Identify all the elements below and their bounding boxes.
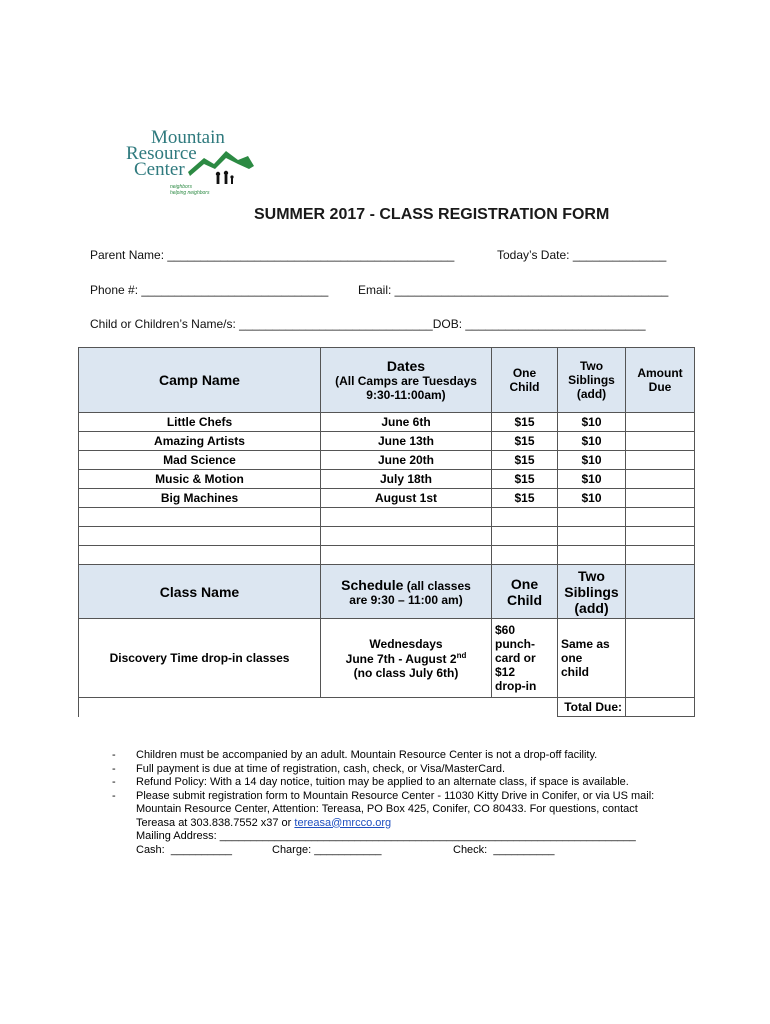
email-field[interactable]: Email: _________________________________________ [358, 283, 669, 297]
email-link[interactable]: tereasa@mrcco.org [294, 816, 392, 829]
class-one-child-header: One Child [492, 565, 558, 619]
two-siblings-price-cell: $10 [558, 489, 626, 508]
table-row [79, 489, 695, 508]
list-item: - Full payment is due at time of registration, cash, check, or Visa/MasterCard. [112, 762, 506, 775]
two-siblings-price-cell: $10 [558, 432, 626, 451]
schedule-header: Schedule (all classes are 9:30 – 11:00 am) [321, 565, 492, 619]
parent-name-field[interactable]: Parent Name: ___________________________________________ [90, 248, 455, 262]
logo-tagline: neighbors helping neighbors [170, 184, 210, 196]
registration-table [78, 347, 695, 717]
check-field[interactable]: Check: __________ [453, 843, 555, 856]
list-item: - Please submit registration form to Mountain Resource Center - 11030 Kitty Drive in Conifer, or via US mail: [112, 789, 655, 802]
logo-line-1: Mountain [151, 127, 225, 148]
notes-list [112, 749, 692, 858]
total-due-cell[interactable] [626, 698, 695, 717]
camp-name-cell: Big Machines [79, 489, 321, 508]
camp-date-cell: July 18th [321, 470, 492, 489]
table-row [79, 413, 695, 432]
total-row [79, 698, 695, 717]
two-siblings-price-cell: $10 [558, 413, 626, 432]
one-child-price-cell: $15 [492, 470, 558, 489]
camp-name-cell: Amazing Artists [79, 432, 321, 451]
class-header-row [79, 565, 695, 619]
camp-name-cell: Little Chefs [79, 413, 321, 432]
child-name-dob-field[interactable]: Child or Children’s Name/s: _____________________________DOB: ___________________________ [90, 317, 646, 331]
one-child-price-cell: $15 [492, 432, 558, 451]
one-child-price-cell: $15 [492, 489, 558, 508]
todays-date-field[interactable]: Today’s Date: ______________ [497, 248, 667, 262]
amount-due-cell[interactable] [626, 432, 695, 451]
logo-line-2: Resource [126, 143, 197, 164]
camp-name-cell: Music & Motion [79, 470, 321, 489]
one-child-header: One Child [492, 348, 558, 413]
submission-address: Mountain Resource Center, Attention: Tereasa, PO Box 425, Conifer, CO 80433. For questions, contact [136, 803, 638, 815]
two-siblings-header: Two Siblings (add) [558, 348, 626, 413]
class-schedule-cell: Wednesdays June 7th - August 2nd (no class July 6th) [321, 619, 492, 698]
class-amount-header [626, 565, 695, 619]
logo [118, 124, 258, 200]
empty-row [79, 508, 695, 527]
amount-due-cell[interactable] [626, 470, 695, 489]
dates-header: Dates (All Camps are Tuesdays 9:30-11:00am) [321, 348, 492, 413]
payment-row [112, 844, 692, 858]
class-two-siblings-price: Same as one child [558, 619, 626, 698]
class-name-header: Class Name [79, 565, 321, 619]
class-two-siblings-header: Two Siblings (add) [558, 565, 626, 619]
list-item: - Children must be accompanied by an adult. Mountain Resource Center is not a drop-off facility. [112, 749, 598, 761]
cash-field[interactable]: Cash: __________ [136, 843, 233, 856]
two-siblings-price-cell: $10 [558, 470, 626, 489]
empty-row [79, 546, 695, 565]
form-title: SUMMER 2017 - CLASS REGISTRATION FORM [254, 206, 610, 223]
mailing-address-field[interactable]: Mailing Address: ____________________________________________________________________ [136, 830, 636, 842]
camp-name-header: Camp Name [79, 348, 321, 413]
table-row [79, 451, 695, 470]
phone-field[interactable]: Phone #: ____________________________ [90, 283, 329, 297]
amount-due-cell[interactable] [626, 489, 695, 508]
charge-field[interactable]: Charge: ___________ [272, 843, 382, 856]
two-siblings-price-cell: $10 [558, 451, 626, 470]
amount-due-cell[interactable] [626, 413, 695, 432]
class-name-cell: Discovery Time drop-in classes [79, 619, 321, 698]
list-item: - Refund Policy: With a 14 day notice, tuition may be applied to an alternate class, if space is available. [112, 776, 629, 788]
class-amount-due-cell[interactable] [626, 619, 695, 698]
table-row [79, 432, 695, 451]
one-child-price-cell: $15 [492, 413, 558, 432]
amount-due-header: Amount Due [626, 348, 695, 413]
empty-row [79, 527, 695, 546]
camp-name-cell: Mad Science [79, 451, 321, 470]
camp-date-cell: June 6th [321, 413, 492, 432]
one-child-price-cell: $15 [492, 451, 558, 470]
class-row [79, 619, 695, 698]
logo-line-3: Center [134, 159, 185, 180]
amount-due-cell[interactable] [626, 451, 695, 470]
camp-date-cell: June 13th [321, 432, 492, 451]
contact-line: Tereasa at 303.838.7552 x37 or tereasa@mrcco.org [136, 816, 392, 829]
camp-date-cell: August 1st [321, 489, 492, 508]
total-due-label: Total Due: [558, 698, 626, 717]
camp-header-row [79, 348, 695, 413]
class-one-child-price: $60 punch- card or $12 drop-in [492, 619, 558, 698]
camp-date-cell: June 20th [321, 451, 492, 470]
table-row [79, 470, 695, 489]
